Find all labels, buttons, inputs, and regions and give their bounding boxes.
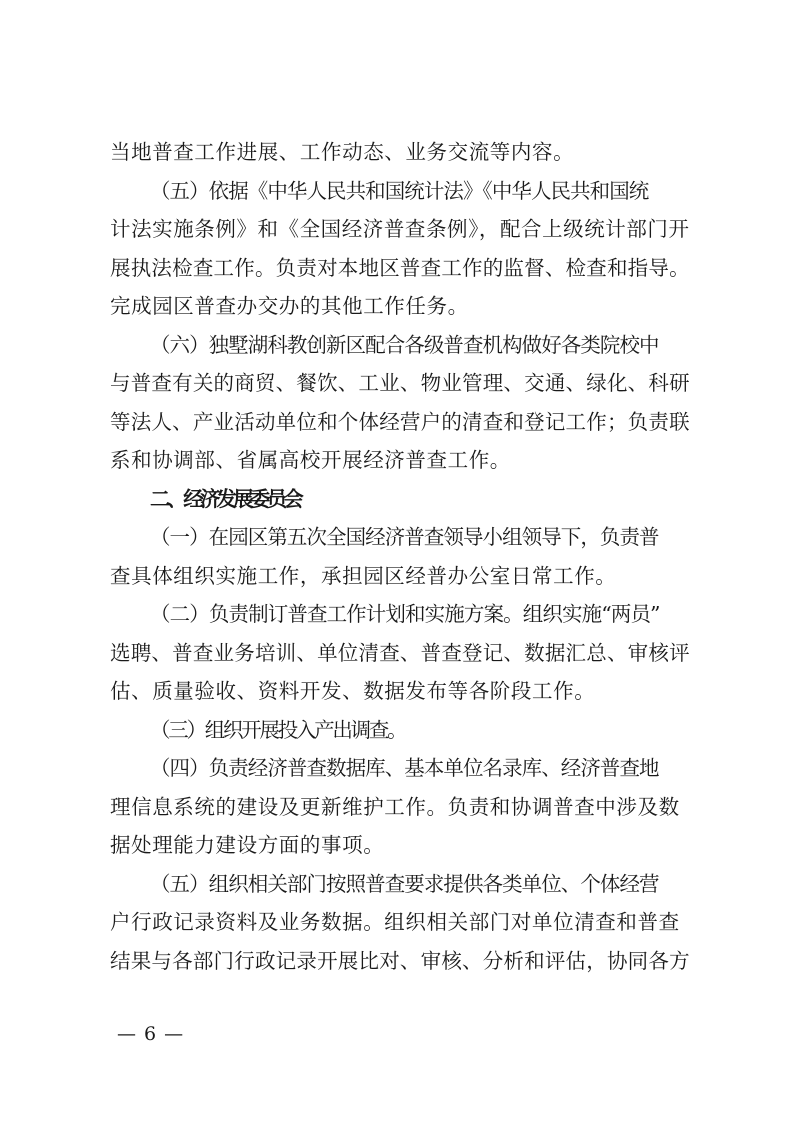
text-line: 据处理能力建设方面的事项。 [110, 833, 385, 857]
text-line: 与普查有关的商贸、餐饮、工业、物业管理、交通、绿化、科研 [110, 371, 690, 395]
text-line: 等法人、产业活动单位和个体经营户的清查和登记工作；负责联 [110, 410, 690, 434]
text-line: （一）在园区第五次全国经济普查领导小组领导下，负责普 [150, 525, 659, 549]
text-line: 完成园区普查办交办的其他工作任务。 [110, 294, 469, 318]
text-line: 系和协调部、省属高校开展经济普查工作。 [110, 448, 511, 472]
text-line: （二）负责制订普查工作计划和实施方案。组织实施“两员” [150, 602, 660, 626]
text-line: 理信息系统的建设及更新维护工作。负责和协调普查中涉及数 [110, 795, 680, 819]
section-heading: 二、经济发展委员会 [150, 487, 300, 511]
text-line: 查具体组织实施工作，承担园区经普办公室日常工作。 [110, 564, 617, 588]
text-line: 展执法检查工作。负责对本地区普查工作的监督、检查和指导。 [110, 256, 690, 280]
text-line: 计法实施条例》和《全国经济普查条例》，配合上级统计部门开 [110, 217, 690, 241]
text-line: （五）依据《中华人民共和国统计法》《中华人民共和国统 [150, 179, 649, 203]
page-number: — 6 — [117, 1023, 185, 1045]
text-line: （六）独墅湖科教创新区配合各级普查机构做好各类院校中 [150, 333, 659, 357]
text-line: 选聘、普查业务培训、单位清查、普查登记、数据汇总、审核评 [110, 641, 690, 665]
text-line: （四）负责经济普查数据库、基本单位名录库、经济普查地 [150, 756, 659, 780]
text-line: 结果与各部门行政记录开展比对、审核、分析和评估，协同各方 [110, 949, 690, 973]
text-line: 户行政记录资料及业务数据。组织相关部门对单位清查和普查 [110, 910, 680, 934]
text-line: 当地普查工作进展、工作动态、业务交流等内容。 [110, 140, 575, 164]
text-line: 估、质量验收、资料开发、数据发布等各阶段工作。 [110, 679, 596, 703]
text-line: （三）组织开展投入产出调查。 [150, 718, 406, 742]
text-line: （五）组织相关部门按照普查要求提供各类单位、个体经营 [150, 872, 659, 896]
